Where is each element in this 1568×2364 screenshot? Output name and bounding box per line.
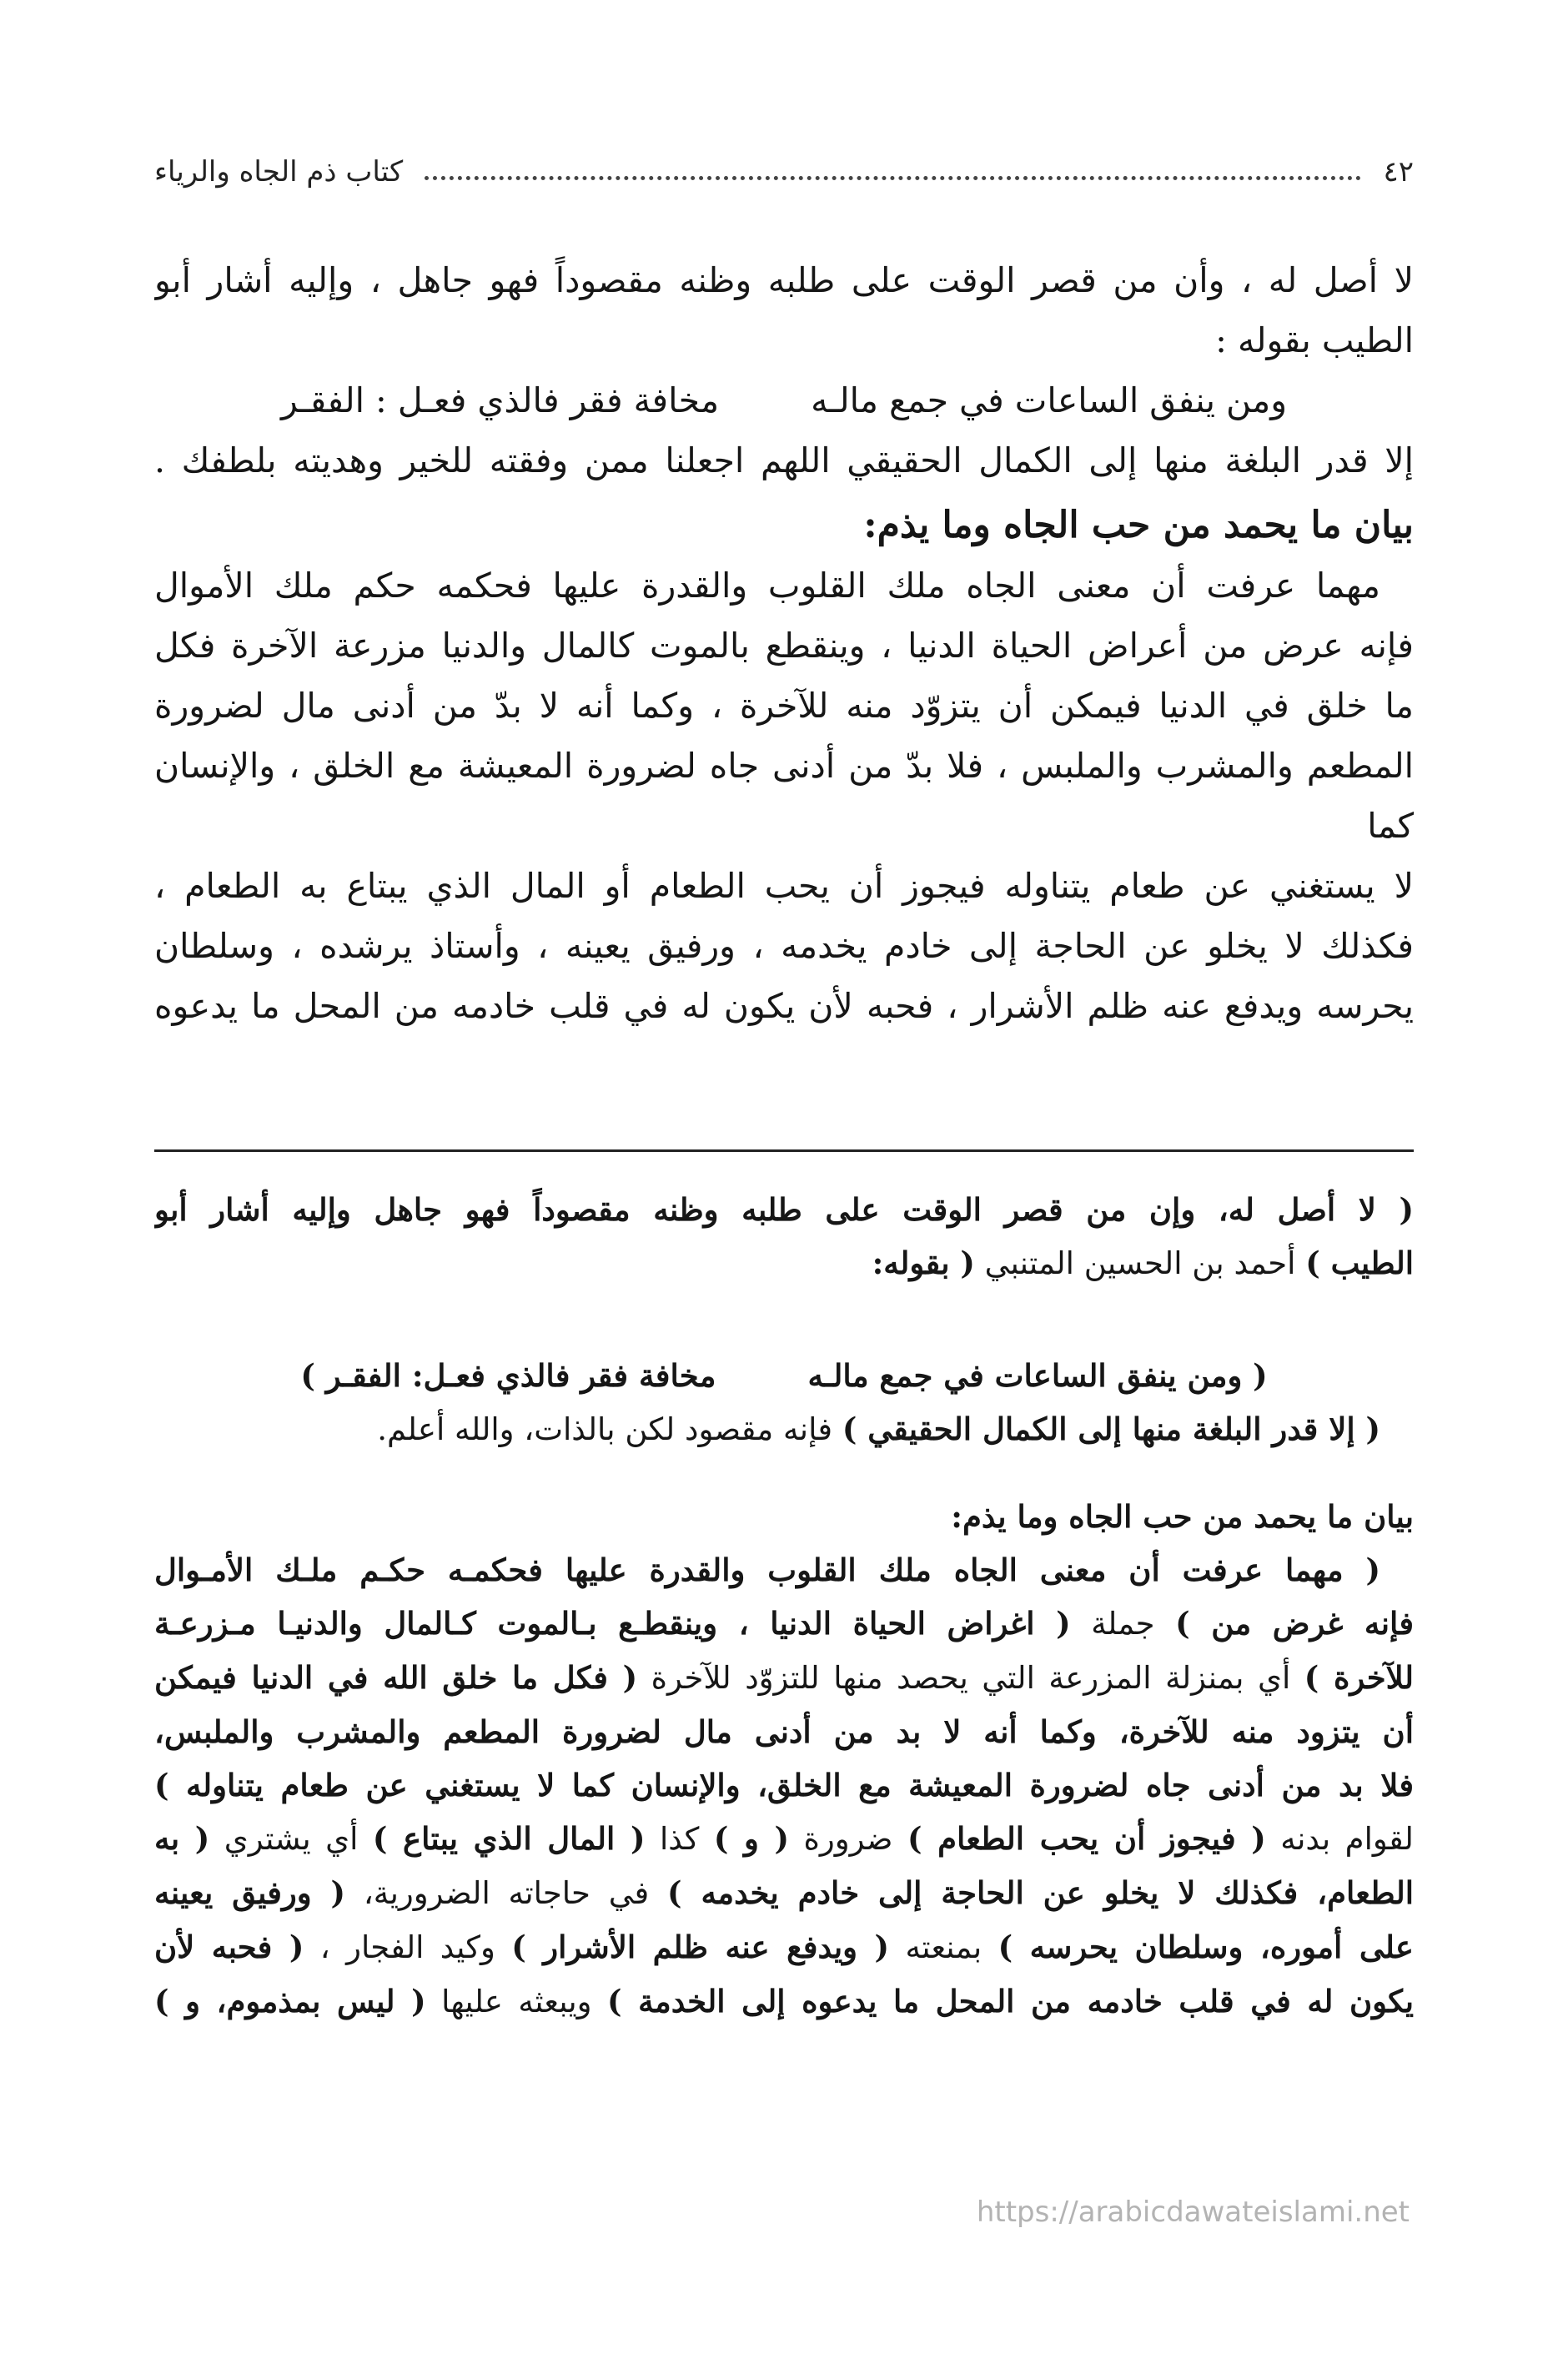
main-line: مهما عرفت أن معنى الجاه ملك القلوب والقدرة عليها فحكمه حكم ملك الأموال	[154, 566, 1380, 606]
verse-first-hemistich: ( ومن ينفق الساعات في جمع مالـه	[807, 1357, 1268, 1394]
main-verse	[154, 370, 1414, 430]
commentary-verse	[154, 1349, 1414, 1402]
section-heading: بيان ما يحمد من حب الجاه وما يذم:	[863, 504, 1414, 546]
commentary-line: يكون له في قلب خادمه من المحل ما يدعوه إلى الخدمة ) ويبعثه عليها ( ليس بمذموم، و )	[154, 1983, 1414, 2019]
commentary-line: ( لا أصل له، وإن من قصر الوقت على طلبه وظنه مقصوداً فهو جاهل وإليه أشار أبو	[154, 1191, 1414, 1228]
main-line: يحرسه ويدفع عنه ظلم الأشرار ، فحبه لأن يكون له في قلب خادمه من المحل ما يدعوه	[154, 986, 1414, 1026]
main-line: لا أصل له ، وأن من قصر الوقت على طلبه وظنه مقصوداً فهو جاهل ، وإليه أشار أبو	[154, 260, 1414, 300]
commentary-line: لقوام بدنه ( فيجوز أن يحب الطعام ) ضرورة ( و ) كذا ( المال الذي يبتاع ) أي يشتري ( به	[154, 1820, 1414, 1857]
main-line: الطيب بقوله :	[1215, 320, 1414, 360]
commentary-line: الطعام، فكذلك لا يخلو عن الحاجة إلى خادم يخدمه ) في حاجاته الضرورية، ( ورفيق يعينه	[154, 1874, 1414, 1911]
verse-second-hemistich: مخافة فقر فالذي فعـل : الفقـر	[281, 380, 720, 420]
main-line: إلا قدر البلغة منها إلى الكمال الحقيقي اللهم اجعلنا ممن وفقته للخير وهديته بلطفك .	[154, 440, 1414, 480]
commentary-line: على أموره، وسلطان يحرسه ) بمنعته ( ويدفع عنه ظلم الأشرار ) وكيد الفجار ، ( فحبه لأن	[154, 1929, 1414, 1965]
verse-second-hemistich: مخافة فقر فالذي فعـل: الفقـر )	[300, 1357, 716, 1394]
commentary-line: للآخرة ) أي بمنزلة المزرعة التي يحصد منها للتزوّد للآخرة ( فكل ما خلق الله في الدنيا فيمكن	[154, 1659, 1414, 1696]
dotted-leader	[425, 176, 1361, 180]
commentary-line: فلا بد من أدنى جاه لضرورة المعيشة مع الخلق، والإنسان كما لا يستغني عن طعام يتناوله )	[154, 1767, 1414, 1803]
main-line: لا يستغني عن طعام يتناوله فيجوز أن يحب الطعام أو المال الذي يبتاع به الطعام ،	[154, 866, 1414, 906]
main-line: فإنه عرض من أعراض الحياة الدنيا ، وينقطع بالموت كالمال والدنيا مزرعة الآخرة فكل	[154, 626, 1414, 666]
commentary-line: أن يتزود منه للآخرة، وكما أنه لا بد من أدنى مال لضرورة المطعم والمشرب والملبس،	[154, 1713, 1414, 1750]
main-text	[154, 250, 1414, 1036]
commentary	[154, 1183, 1414, 2029]
commentary-line: ( إلا قدر البلغة منها إلى الكمال الحقيقي ) فإنه مقصود لكن بالذات، والله أعلم.	[377, 1411, 1380, 1447]
verse-first-hemistich: ومن ينفق الساعات في جمع مالـه	[811, 380, 1288, 420]
book-title: كتاب ذم الجاه والرياء	[154, 155, 404, 189]
main-line: ما خلق في الدنيا فيمكن أن يتزوّد منه للآخرة ، وكما أنه لا بدّ من أدنى مال لضرورة	[154, 686, 1414, 726]
commentary-line: ( مهما عرفت أن معنى الجاه ملك القلوب والقدرة عليها فحكمـه حكـم ملـك الأمـوال	[154, 1552, 1380, 1588]
main-line: فكذلك لا يخلو عن الحاجة إلى خادم يخدمه ، ورفيق يعينه ، وأستاذ يرشده ، وسلطان	[154, 926, 1414, 966]
commentary-line: فإنه غرض من ) جملة ( اغراض الحياة الدنيا ، وينقطـع بـالموت كـالمال والدنيـا مـزرعـة	[154, 1605, 1414, 1642]
footnote-divider	[154, 1149, 1414, 1152]
watermark-url: https://arabicdawateislami.net	[976, 2196, 1410, 2229]
main-line: المطعم والمشرب والملبس ، فلا بدّ من أدنى جاه لضرورة المعيشة مع الخلق ، والإنسان كما	[154, 746, 1414, 846]
page-number: ٤٢	[1383, 155, 1414, 189]
commentary-line: الطيب ) أحمد بن الحسين المتنبي ( بقوله:	[872, 1245, 1414, 1281]
running-header	[154, 147, 1414, 197]
commentary-heading: بيان ما يحمد من حب الجاه وما يذم:	[951, 1498, 1414, 1535]
